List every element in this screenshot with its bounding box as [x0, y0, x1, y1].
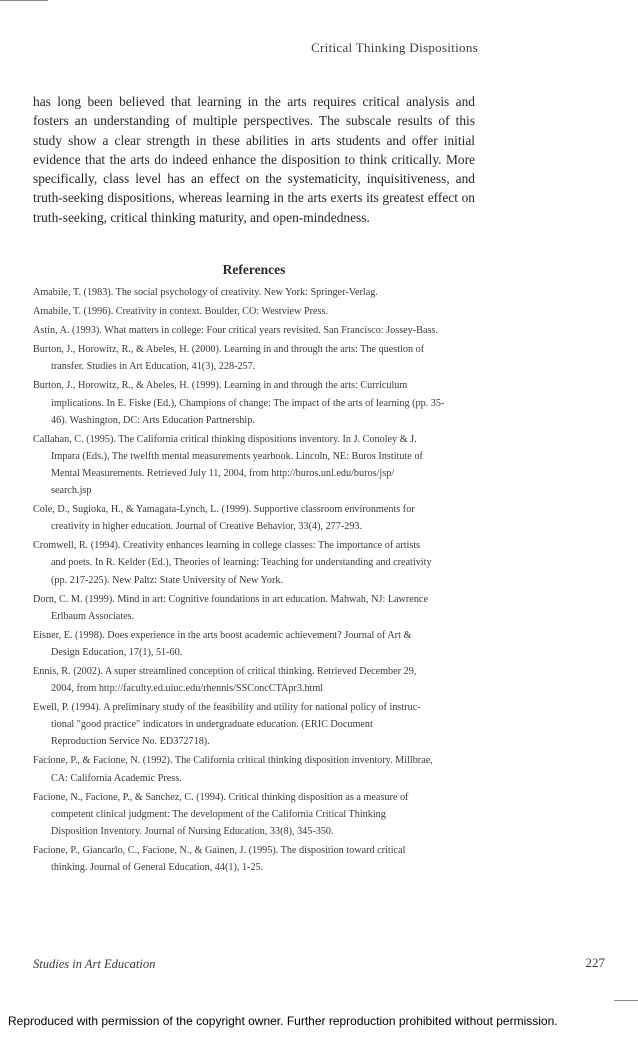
- reference-line: Erlbaum Associates.: [51, 610, 135, 622]
- reference-line: Burton, J., Horowitz, R., & Abeles, H. (1999). Learning in and through the arts: Curriculum: [33, 380, 408, 392]
- references-heading: References: [222, 262, 286, 277]
- reference-line: Eisner, E. (1998). Does experience in the arts boost academic achievement? Journal of Art &: [33, 629, 412, 641]
- reference-line: implications. In E. Fiske (Ed.), Champions of change: The impact of the arts of learning (pp. 35-: [51, 397, 445, 409]
- reference-line: competent clinical judgment: The development of the California Critical Thinking: [51, 808, 386, 820]
- reference-line: Callahan, C. (1995). The California critical thinking dispositions inventory. In J. Conoley & J.: [33, 433, 417, 445]
- reference-entry: [33, 663, 457, 697]
- reference-line: (pp. 217-225). New Paltz: State University of New York.: [51, 574, 284, 586]
- footer-journal-title: Studies in Art Education: [33, 957, 156, 971]
- reference-entry: [33, 341, 457, 375]
- reference-entry: [33, 842, 457, 876]
- reference-line: and poets. In R. Kelder (Ed.), Theories of learning: Teaching for understanding and creativity: [51, 557, 432, 569]
- reference-line: Amabile, T. (1983). The social psychology of creativity. New York: Springer-Verlag.: [33, 287, 378, 298]
- reference-entry: [33, 322, 457, 339]
- reproduction-notice: Reproduced with permission of the copyright owner. Further reproduction prohibited without permission.: [8, 1014, 558, 1028]
- reference-entry: [33, 284, 457, 301]
- scan-edge-line-bottom: [614, 1000, 638, 1001]
- reference-line: Facione, N., Facione, P., & Sanchez, C. (1994). Critical thinking disposition as a measure of: [33, 791, 409, 803]
- running-head: Critical Thinking Dispositions: [311, 40, 478, 55]
- reference-line: Facione, P., Giancarlo, C., Facione, N., & Gainen, J. (1995). The disposition toward critical: [33, 844, 406, 856]
- reference-line: Ennis, R. (2002). A super streamlined conception of critical thinking. Retrieved December 29,: [33, 665, 417, 677]
- reference-line: thinking. Journal of General Education, 44(1), 1-25.: [51, 862, 264, 873]
- reference-line: Disposition Inventory. Journal of Nursing Education, 33(8), 345-350.: [51, 825, 334, 837]
- reference-line: Dorn, C. M. (1999). Mind in art: Cognitive foundations in art education. Mahwah, NJ: Lawrence: [33, 593, 428, 605]
- reference-line: Impara (Eds.), The twelfth mental measurements yearbook. Lincoln, NE: Buros Institute of: [51, 450, 423, 462]
- body-paragraph: has long been believed that learning in the arts requires critical analysis and fosters an understanding of multiple perspectives. The subscale results of this study show a clear strength in these abilities in arts students and offer initial evidence that the arts do indeed enhance the disposition to think critically. More specifically, class level has an effect on the systematicity, inquisitiveness, and truth-seeking dispositions, whereas learning in the arts exerts its greatest effect on truth-seeking, critical thinking maturity, and open-mindedness.: [33, 94, 475, 225]
- reference-line: creativity in higher education. Journal of Creative Behavior, 33(4), 277-293.: [51, 521, 363, 533]
- reference-line: tional "good practice" indicators in undergraduate education. (ERIC Document: [51, 719, 373, 731]
- reference-entry: [33, 789, 457, 840]
- reference-line: Amabile, T. (1996). Creativity in context. Boulder, CO: Westview Press.: [33, 306, 329, 318]
- reference-line: 46). Washington, DC: Arts Education Partnership.: [51, 414, 255, 426]
- reference-line: 2004, from http://faculty.ed.uiuc.edu/rhennis/SSConcCTApr3.html: [51, 683, 324, 695]
- reference-line: Burton, J., Horowitz, R., & Abeles, H. (2000). Learning in and through the arts: The question of: [33, 344, 425, 356]
- reference-line: Astin, A. (1993). What matters in college: Four critical years revisited. San Francisco: Jossey-Bass.: [33, 325, 438, 337]
- reference-line: Ewell, P. (1994). A preliminary study of the feasibility and utility for national policy of instruc-: [33, 702, 421, 714]
- reference-entry: [33, 591, 457, 625]
- reference-line: Reproduction Service No. ED372718).: [51, 736, 210, 748]
- reference-entry: [33, 501, 457, 535]
- reference-line: transfer. Studies in Art Education, 41(3), 228-257.: [51, 361, 256, 373]
- reference-line: search.jsp: [51, 485, 92, 497]
- reference-entry: [33, 627, 457, 661]
- reference-entry: [33, 303, 457, 320]
- reference-entry: [33, 537, 457, 588]
- reference-line: Cole, D., Sugioka, H., & Yamagata-Lynch, L. (1999). Supportive classroom environments for: [33, 504, 415, 516]
- reference-line: CA: California Academic Press.: [51, 772, 182, 784]
- reference-entry: [33, 431, 457, 499]
- scan-edge-line-top: [0, 0, 48, 1]
- reference-line: Design Education, 17(1), 51-60.: [51, 646, 183, 658]
- reference-line: Facione, P., & Facione, N. (1992). The California critical thinking disposition inventory. Millbrae,: [33, 755, 433, 767]
- reference-entry: [33, 377, 457, 428]
- reference-line: Mental Measurements. Retrieved July 11, 2004, from http://buros.unl.edu/buros/jsp/: [51, 467, 395, 479]
- references-list: [33, 284, 457, 878]
- reference-entry: [33, 699, 457, 750]
- reference-entry: [33, 752, 457, 786]
- reference-line: Cromwell, R. (1994). Creativity enhances learning in college classes: The importance of artists: [33, 540, 421, 552]
- page-number: 227: [585, 955, 605, 970]
